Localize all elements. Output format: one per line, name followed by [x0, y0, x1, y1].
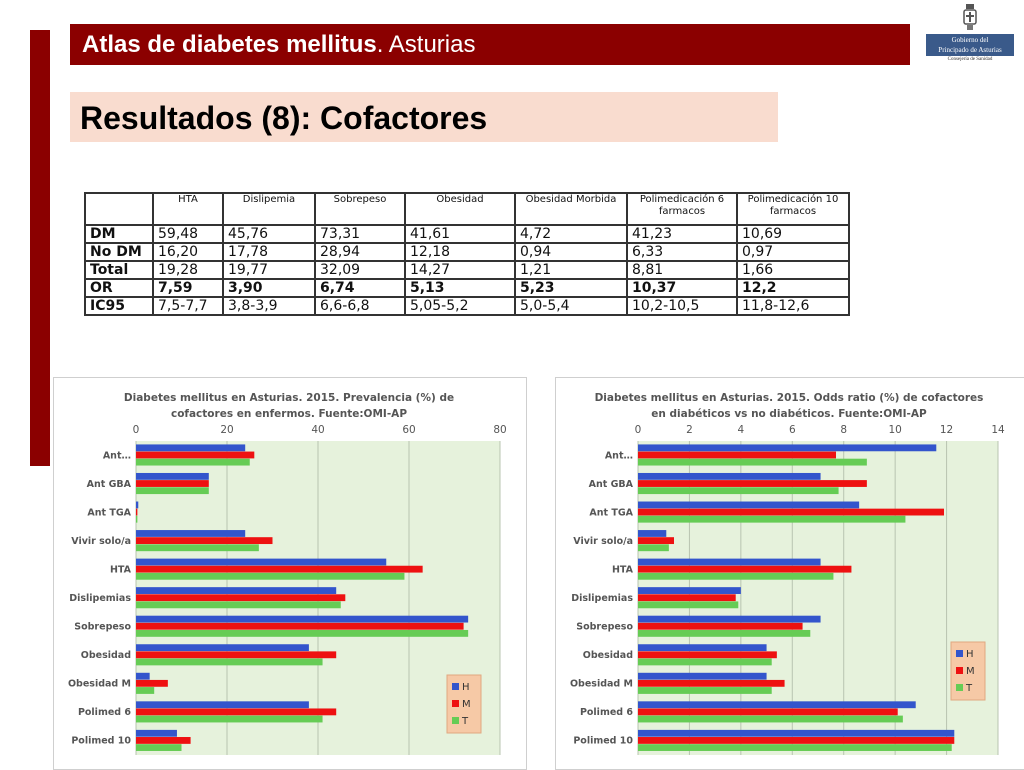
table-header-5: Obesidad Morbida	[515, 193, 627, 225]
table-row	[85, 243, 849, 261]
logo-line2: Principado de Asturias	[938, 46, 1002, 54]
coat-of-arms-icon	[962, 4, 978, 32]
or-bar-H	[638, 644, 767, 651]
table-cell: 8,81	[627, 261, 737, 279]
table-cell: 5,05-5,2	[405, 297, 515, 315]
or-bar-H	[638, 502, 859, 509]
prev-tick-label: 80	[493, 424, 507, 436]
logo-plate	[926, 34, 1014, 56]
or-bar-M	[638, 509, 944, 516]
or-category-label: Polimed 6	[579, 707, 633, 719]
or-category-label: Ant…	[604, 450, 633, 462]
prev-title-line: cofactores en enfermos. Fuente:OMI-AP	[170, 408, 408, 420]
or-bar-T	[638, 544, 669, 551]
table-cell: 0,97	[737, 243, 849, 261]
table-header-6: Polimedicación 6 farmacos	[627, 193, 737, 225]
table-cell: 6,33	[627, 243, 737, 261]
or-bar-H	[638, 701, 916, 708]
or-bar-H	[638, 473, 821, 480]
table-cell: 16,20	[153, 243, 223, 261]
table-body	[85, 225, 849, 315]
header-title-bold: Atlas de diabetes mellitus	[82, 31, 377, 58]
government-logo	[926, 4, 1016, 64]
table-cell: 14,27	[405, 261, 515, 279]
prev-bar-H	[136, 587, 336, 594]
table-cell: 5,13	[405, 279, 515, 297]
or-bar-M	[638, 651, 777, 658]
table-cell: 11,8-12,6	[737, 297, 849, 315]
prev-bar-M	[136, 480, 209, 487]
prev-bar-T	[136, 573, 404, 580]
or-category-label: Obesidad	[582, 650, 633, 662]
prev-category-label: Ant…	[102, 450, 131, 462]
odds-ratio-chart	[555, 377, 1024, 770]
prev-bar-T	[136, 716, 323, 723]
header-title-rest: . Asturias	[376, 31, 476, 58]
or-tick-label: 6	[788, 424, 796, 436]
prev-bar-M	[136, 680, 168, 687]
or-category-label: Dislipemias	[571, 593, 633, 604]
or-title-line: Diabetes mellitus en Asturias. 2015. Odds ratio (%) de cofactores	[594, 392, 984, 404]
table-row	[85, 297, 849, 315]
prev-legend-label-H: H	[462, 682, 470, 693]
prev-tick-label: 0	[132, 424, 140, 436]
table-cell: 6,6-6,8	[315, 297, 405, 315]
prev-bar-M	[136, 737, 191, 744]
prev-bar-T	[136, 687, 154, 694]
or-category-label: Obesidad M	[569, 678, 633, 690]
or-bar-M	[638, 680, 785, 687]
prev-category-label: Polimed 10	[71, 735, 131, 747]
or-tick-label: 14	[991, 424, 1005, 436]
or-bar-T	[638, 630, 810, 637]
logo-line1: Gobierno del	[951, 36, 989, 44]
prev-bar-M	[136, 594, 345, 601]
prev-bar-H	[136, 673, 150, 680]
table-cell: 28,94	[315, 243, 405, 261]
header-title	[70, 24, 910, 65]
table-cell: 10,2-10,5	[627, 297, 737, 315]
or-bar-M	[638, 537, 674, 544]
or-bar-T	[638, 487, 839, 494]
or-bar-T	[638, 659, 772, 666]
prev-category-label: HTA	[109, 564, 131, 576]
prev-tick-label: 40	[311, 424, 325, 436]
prev-category-label: Ant GBA	[86, 478, 131, 490]
table-row	[85, 225, 849, 243]
table-cell: 7,59	[153, 279, 223, 297]
prev-category-label: Polimed 6	[77, 707, 131, 719]
slide-subtitle: Resultados (8): Cofactores	[70, 92, 778, 142]
table-header-1: HTA	[153, 193, 223, 225]
table-cell: 5,0-5,4	[515, 297, 627, 315]
prev-legend-swatch-M	[452, 700, 459, 707]
or-bar-M	[638, 566, 851, 573]
table-header-4: Obesidad	[405, 193, 515, 225]
table-cell: 6,74	[315, 279, 405, 297]
table-header-2: Dislipemia	[223, 193, 315, 225]
prevalence-chart	[53, 377, 527, 770]
prevalence-chart-svg	[54, 378, 526, 769]
or-legend-label-M: M	[966, 666, 975, 677]
or-bar-M	[638, 452, 836, 459]
table-cell: 10,69	[737, 225, 849, 243]
table-row-label: IC95	[85, 297, 153, 315]
table-cell: 12,2	[737, 279, 849, 297]
prev-bar-T	[136, 630, 468, 637]
or-bar-H	[638, 559, 821, 566]
prev-bar-T	[136, 487, 209, 494]
table-row-label: OR	[85, 279, 153, 297]
table-cell: 32,09	[315, 261, 405, 279]
logo-line3: Consejería de Sanidad	[947, 57, 993, 62]
or-legend-label-H: H	[966, 649, 974, 660]
accent-bar	[30, 30, 50, 466]
or-bar-H	[638, 730, 954, 737]
or-category-label: Sobrepeso	[576, 621, 633, 633]
prev-bar-H	[136, 559, 386, 566]
or-bar-M	[638, 708, 898, 715]
prev-category-label: Obesidad	[80, 650, 131, 662]
prev-bar-H	[136, 701, 309, 708]
prev-bar-T	[136, 659, 323, 666]
table-cell: 7,5-7,7	[153, 297, 223, 315]
prev-bar-H	[136, 644, 309, 651]
or-bar-H	[638, 587, 741, 594]
prev-legend	[447, 675, 481, 733]
prev-bar-M	[136, 708, 336, 715]
table-row-label: No DM	[85, 243, 153, 261]
table-cell: 59,48	[153, 225, 223, 243]
or-category-label: HTA	[611, 564, 633, 576]
prev-category-label: Vivir solo/a	[71, 535, 131, 547]
prev-title-line: Diabetes mellitus en Asturias. 2015. Prevalencia (%) de	[123, 392, 455, 404]
or-bar-T	[638, 716, 903, 723]
or-legend	[951, 642, 985, 700]
prev-bar-H	[136, 444, 245, 451]
or-bar-H	[638, 444, 936, 451]
prev-bar-M	[136, 651, 336, 658]
or-bar-M	[638, 737, 954, 744]
table-cell: 3,90	[223, 279, 315, 297]
prev-bar-T	[136, 544, 259, 551]
prev-legend-label-T: T	[462, 716, 469, 727]
or-category-label: Ant GBA	[588, 478, 633, 490]
table-row	[85, 261, 849, 279]
results-table	[84, 192, 850, 316]
prev-category-label: Obesidad M	[67, 678, 131, 690]
prev-bar-M	[136, 537, 273, 544]
or-bar-T	[638, 459, 867, 466]
table-cell: 10,37	[627, 279, 737, 297]
odds-ratio-chart-svg	[556, 378, 1024, 769]
prev-category-label: Sobrepeso	[74, 621, 131, 633]
or-category-label: Polimed 10	[573, 735, 633, 747]
prev-bar-T	[136, 744, 182, 751]
or-bar-H	[638, 616, 821, 623]
or-bar-M	[638, 480, 867, 487]
table-cell: 3,8-3,9	[223, 297, 315, 315]
prev-category-label: Ant TGA	[87, 507, 131, 519]
prev-bar-M	[136, 509, 137, 516]
or-bar-M	[638, 623, 803, 630]
or-bar-T	[638, 573, 833, 580]
table-cell: 17,78	[223, 243, 315, 261]
or-title-line: en diabéticos vs no diabéticos. Fuente:OMI-AP	[651, 408, 927, 420]
table-row-label: Total	[85, 261, 153, 279]
prev-tick-label: 20	[220, 424, 234, 436]
table-cell: 1,66	[737, 261, 849, 279]
table-cell: 1,21	[515, 261, 627, 279]
table-row	[85, 279, 849, 297]
table-cell: 12,18	[405, 243, 515, 261]
prev-category-label: Dislipemias	[69, 593, 131, 604]
prev-bar-H	[136, 502, 138, 509]
or-tick-label: 4	[737, 424, 745, 436]
table-row-label: DM	[85, 225, 153, 243]
table-cell: 73,31	[315, 225, 405, 243]
prev-bar-H	[136, 530, 245, 537]
or-legend-swatch-T	[956, 684, 963, 691]
table-cell: 41,61	[405, 225, 515, 243]
or-legend-label-T: T	[966, 683, 973, 694]
or-tick-label: 12	[939, 424, 954, 436]
or-category-label: Vivir solo/a	[573, 535, 633, 547]
or-bar-T	[638, 687, 772, 694]
or-tick-label: 0	[634, 424, 642, 436]
or-tick-label: 8	[840, 424, 848, 436]
prev-bar-M	[136, 452, 254, 459]
prev-bar-M	[136, 566, 423, 573]
or-tick-label: 2	[686, 424, 693, 436]
or-bar-T	[638, 601, 738, 608]
prev-legend-swatch-H	[452, 683, 459, 690]
table-header-7: Polimedicación 10 farmacos	[737, 193, 849, 225]
or-legend-swatch-H	[956, 650, 963, 657]
table-cell: 19,77	[223, 261, 315, 279]
table-header-0	[85, 193, 153, 225]
table-cell: 4,72	[515, 225, 627, 243]
prev-legend-swatch-T	[452, 717, 459, 724]
table-cell: 41,23	[627, 225, 737, 243]
results-table-container	[84, 192, 850, 316]
or-legend-swatch-M	[956, 667, 963, 674]
or-bar-T	[638, 744, 952, 751]
prev-bar-H	[136, 730, 177, 737]
or-bar-M	[638, 594, 736, 601]
prev-bar-M	[136, 623, 464, 630]
table-header-row	[85, 193, 849, 225]
table-cell: 19,28	[153, 261, 223, 279]
prev-bar-H	[136, 473, 209, 480]
table-cell: 45,76	[223, 225, 315, 243]
or-bar-T	[638, 516, 905, 523]
table-cell: 0,94	[515, 243, 627, 261]
or-bar-H	[638, 530, 666, 537]
prev-bar-H	[136, 616, 468, 623]
prev-bar-T	[136, 459, 250, 466]
prev-tick-label: 60	[402, 424, 416, 436]
or-category-label: Ant TGA	[589, 507, 633, 519]
or-tick-label: 10	[888, 424, 902, 436]
prev-legend-label-M: M	[462, 699, 471, 710]
prev-bar-T	[136, 601, 341, 608]
or-bar-H	[638, 673, 767, 680]
table-cell: 5,23	[515, 279, 627, 297]
table-header-3: Sobrepeso	[315, 193, 405, 225]
prev-bar-T	[136, 516, 137, 523]
